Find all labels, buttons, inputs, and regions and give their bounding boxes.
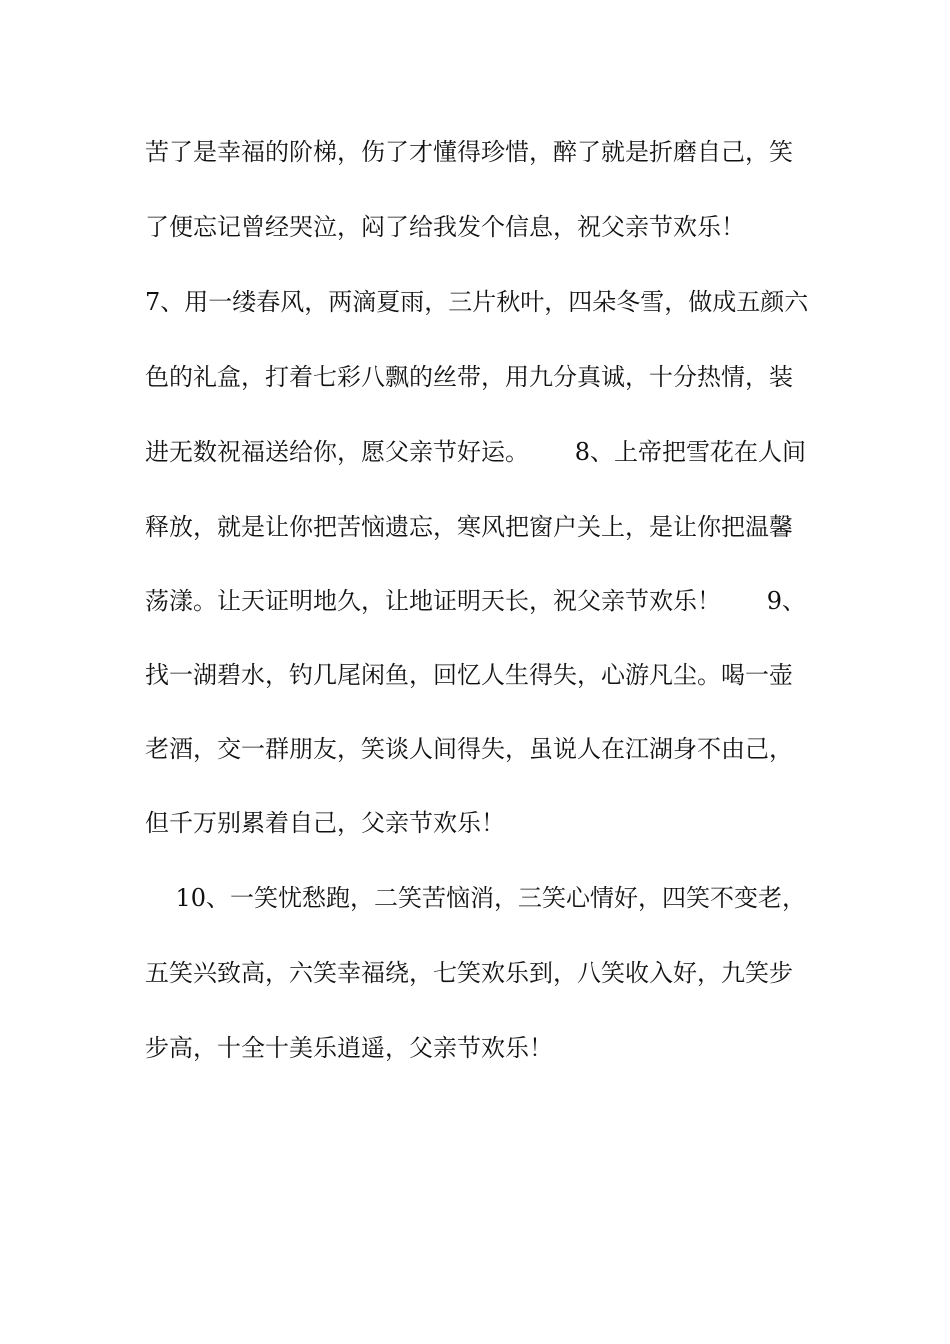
text-line: 色的礼盒，打着七彩八飘的丝带，用九分真诚，十分热情，装 [145,363,793,391]
text-line: 释放，就是让你把苦恼遗忘，寒风把窗户关上，是让你把温馨 [145,513,793,541]
text-line: 老酒，交一群朋友，笑谈人间得失，虽说人在江湖身不由己， [145,735,793,763]
text-line: 苦了是幸福的阶梯，伤了才懂得珍惜，醉了就是折磨自己，笑 [145,138,793,166]
text-line: 但千万别累着自己，父亲节欢乐！ [145,809,505,837]
text-line: 荡漾。让天证明地久，让地证明天长，祝父亲节欢乐！ 9、 [145,587,807,615]
text-line: 进无数祝福送给你，愿父亲节好运。 8、上帝把雪花在人间 [145,438,807,466]
text-line: 五笑兴致高，六笑幸福绕，七笑欢乐到，八笑收入好，九笑步 [145,959,793,987]
text-line: 7、用一缕春风，两滴夏雨，三片秋叶，四朵冬雪，做成五颜六 [145,288,809,316]
text-line: 了便忘记曾经哭泣，闷了给我发个信息，祝父亲节欢乐！ [145,213,745,241]
text-line: 10、一笑忧愁跑，二笑苦恼消，三笑心情好，四笑不变老， [145,884,807,912]
text-line: 步高，十全十美乐逍遥，父亲节欢乐！ [145,1034,553,1062]
text-line: 找一湖碧水，钓几尾闲鱼，回忆人生得失，心游凡尘。喝一壶 [145,661,793,689]
